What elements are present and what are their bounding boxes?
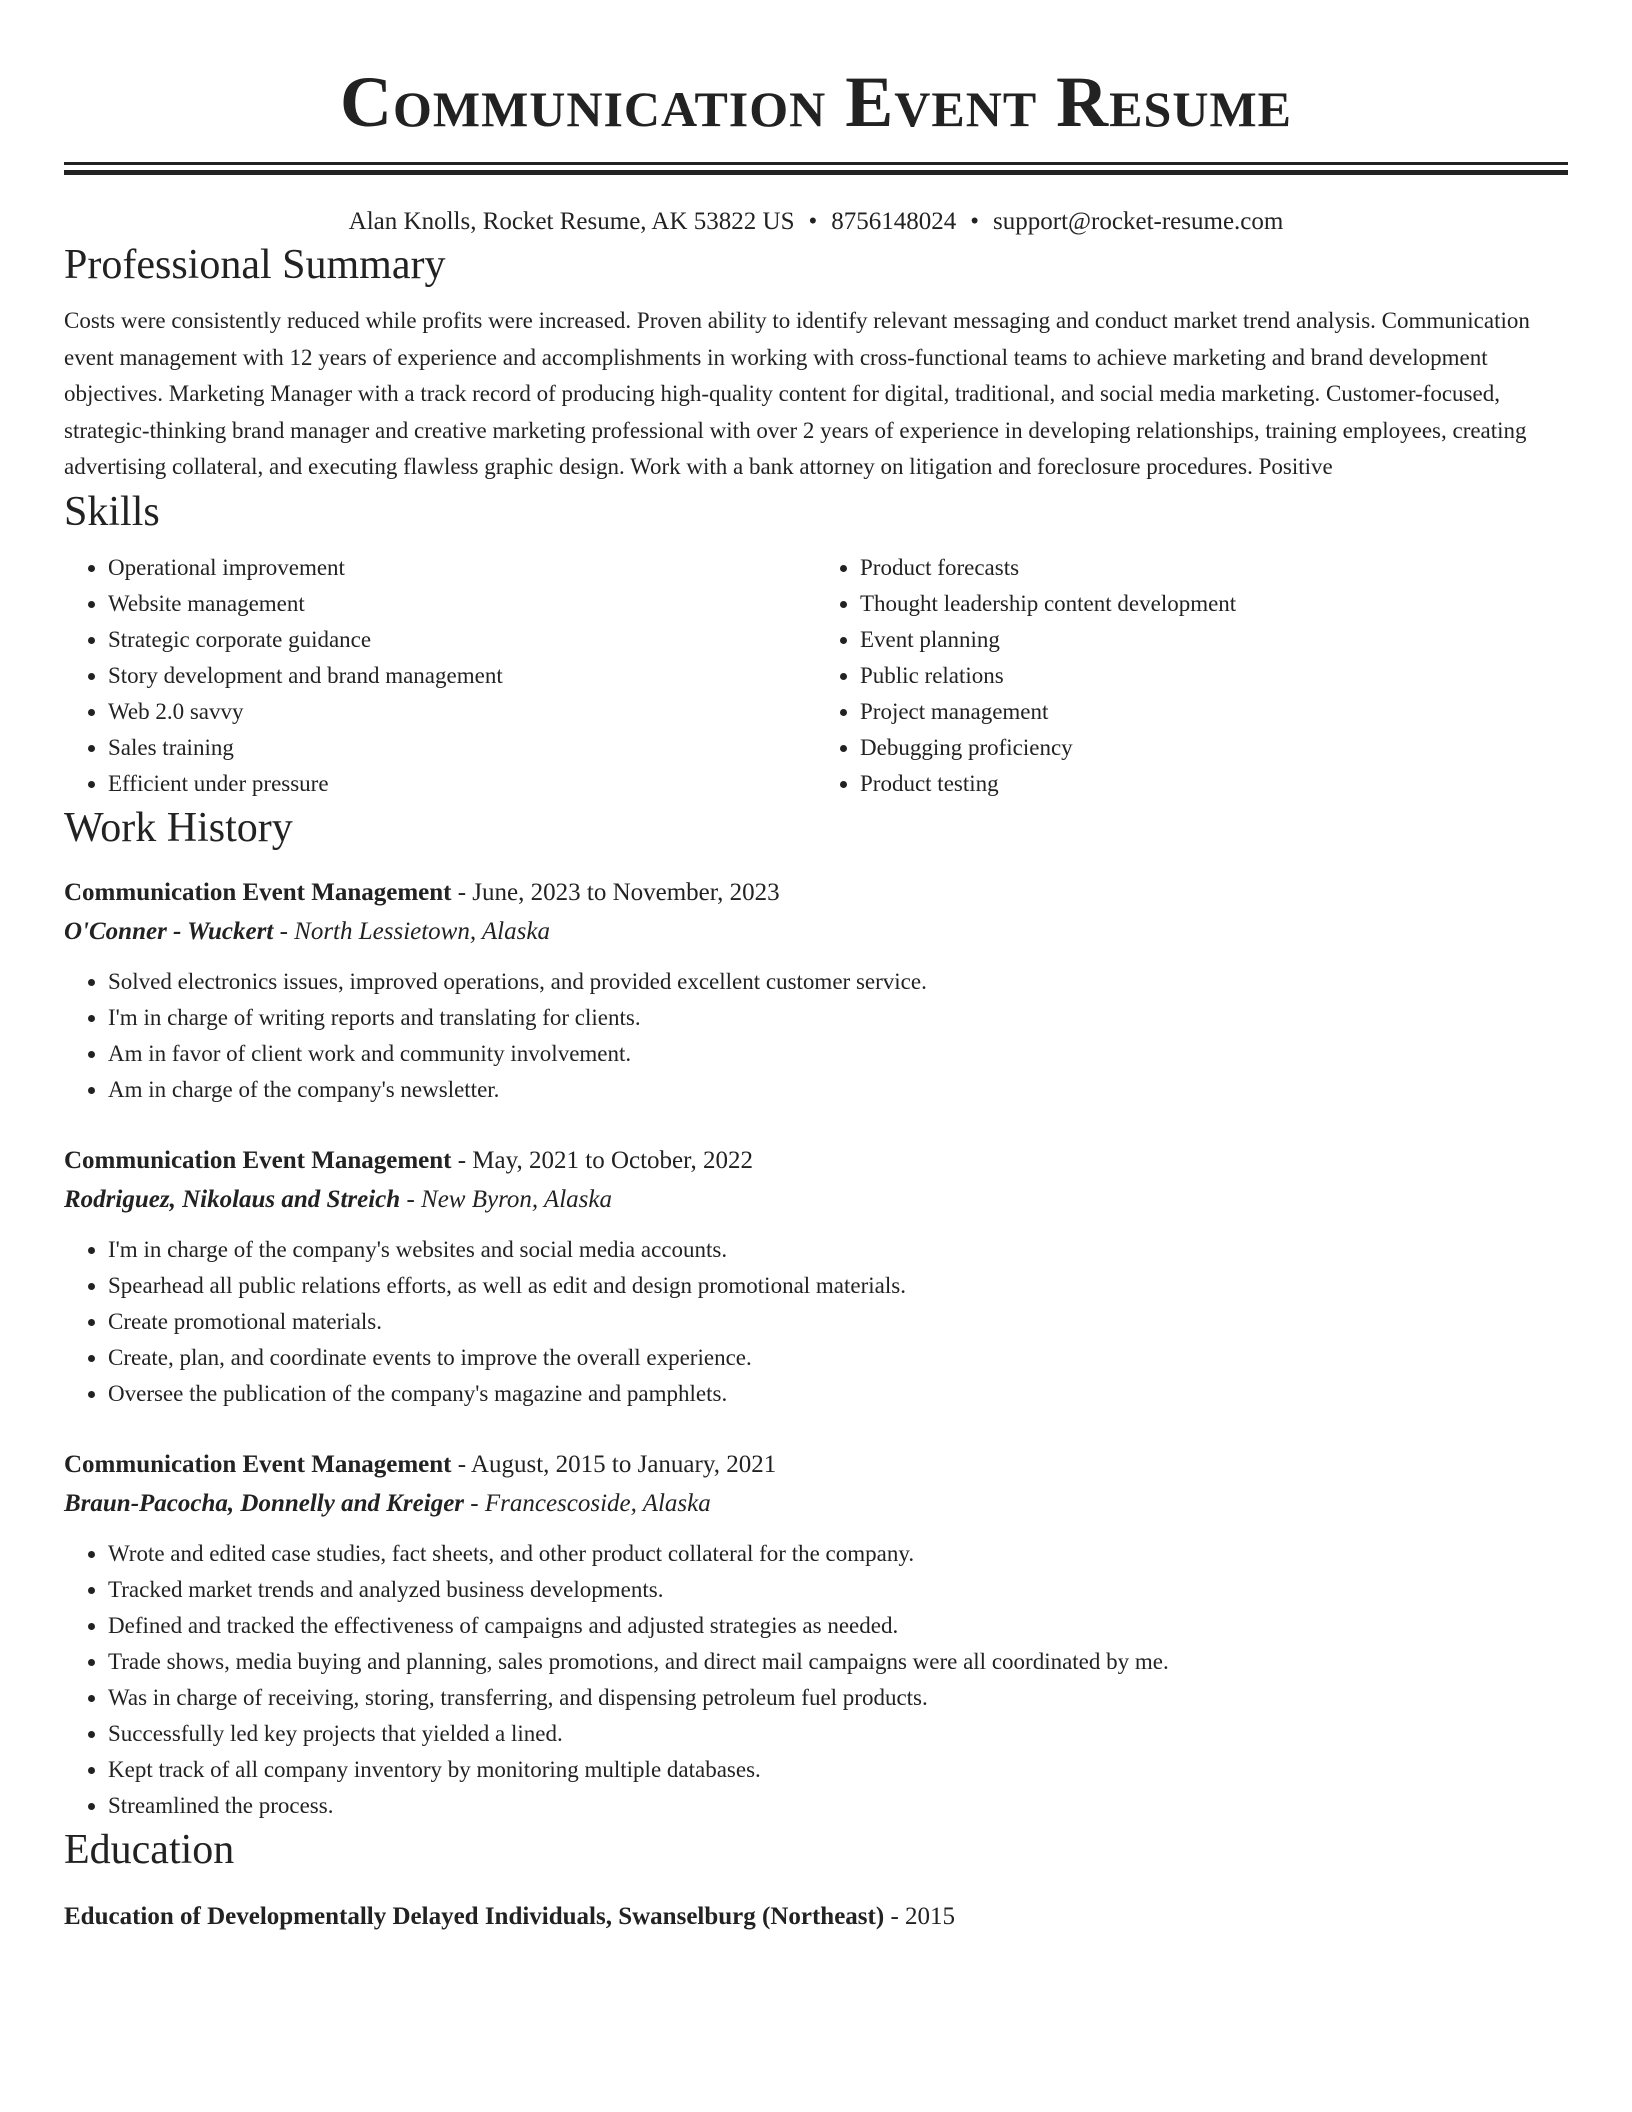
job-entry bbox=[64, 1446, 1568, 1824]
job-bullet: • Am in charge of the company's newsletter. bbox=[108, 1072, 1568, 1108]
skill-item: • Web 2.0 savvy bbox=[108, 694, 816, 730]
job-bullet: • Spearhead all public relations efforts, as well as edit and design promotional materials. bbox=[108, 1268, 1568, 1304]
job-bullets bbox=[64, 1536, 1568, 1824]
job-bullet: • I'm in charge of writing reports and translating for clients. bbox=[108, 1000, 1568, 1036]
job-bullets bbox=[64, 1232, 1568, 1412]
contact-line bbox=[64, 205, 1568, 239]
skill-item: • Thought leadership content development bbox=[860, 586, 1568, 622]
job-dates: - August, 2015 to January, 2021 bbox=[451, 1450, 777, 1478]
job-bullet: • Am in favor of client work and community involvement. bbox=[108, 1036, 1568, 1072]
skill-item: • Story development and brand management bbox=[108, 658, 816, 694]
summary-text: Costs were consistently reduced while profits were increased. Proven ability to identify relevant messaging and conduct market trend analysis. Communication event management with 12 years of experience and accomplishments in working with cross-functional teams to achieve marketing and brand development objectives. Marketing Manager with a track record of producing high-quality content for digital, traditional, and social media marketing. Customer-focused, strategic-thinking brand manager and creative marketing professional with over 2 years of experience in developing relationships, training employees, creating advertising collateral, and executing flawless graphic design. Work with a bank attorney on litigation and foreclosure procedures. Positive bbox=[64, 308, 1530, 480]
education-year: - 2015 bbox=[884, 1902, 956, 1930]
skill-item: • Project management bbox=[860, 694, 1568, 730]
skill-item: • Strategic corporate guidance bbox=[108, 622, 816, 658]
job-bullets bbox=[64, 964, 1568, 1108]
contact-separator: • bbox=[970, 208, 980, 235]
education-heading: Education bbox=[64, 1826, 235, 1873]
work-history-heading: Work History bbox=[64, 804, 293, 851]
job-bullet: • Solved electronics issues, improved operations, and provided excellent customer service. bbox=[108, 964, 1568, 1000]
skill-item: • Website management bbox=[108, 586, 816, 622]
education-entry bbox=[64, 1898, 1568, 1936]
skill-item: • Sales training bbox=[108, 730, 816, 766]
job-bullet: • Trade shows, media buying and planning, sales promotions, and direct mail campaigns were all coordinated by me. bbox=[108, 1644, 1568, 1680]
job-dates: - June, 2023 to November, 2023 bbox=[451, 878, 780, 906]
skill-item: • Product forecasts bbox=[860, 550, 1568, 586]
job-location: - New Byron, Alaska bbox=[400, 1185, 612, 1213]
job-position: Communication Event Management bbox=[64, 1450, 452, 1478]
job-bullet: • Oversee the publication of the company's magazine and pamphlets. bbox=[108, 1376, 1568, 1412]
contact-address: Alan Knolls, Rocket Resume, AK 53822 US bbox=[348, 208, 795, 235]
skill-item: • Debugging proficiency bbox=[860, 730, 1568, 766]
job-bullet: • Successfully led key projects that yielded a lined. bbox=[108, 1716, 1568, 1752]
job-bullet: • Create promotional materials. bbox=[108, 1304, 1568, 1340]
contact-phone: 8756148024 bbox=[831, 208, 957, 235]
job-bullet: • I'm in charge of the company's websites and social media accounts. bbox=[108, 1232, 1568, 1268]
job-location: - Francescoside, Alaska bbox=[464, 1489, 711, 1517]
resume-page bbox=[64, 0, 1568, 1936]
job-entry bbox=[64, 874, 1568, 1108]
skills-column-right bbox=[816, 550, 1568, 802]
job-title-line bbox=[64, 874, 1568, 912]
job-title-line bbox=[64, 1446, 1568, 1484]
job-company-line bbox=[64, 912, 1568, 952]
contact-email: support@rocket-resume.com bbox=[993, 208, 1284, 235]
skill-item: • Product testing bbox=[860, 766, 1568, 802]
job-company-line bbox=[64, 1484, 1568, 1524]
skill-item: • Event planning bbox=[860, 622, 1568, 658]
skill-item: • Operational improvement bbox=[108, 550, 816, 586]
contact-separator: • bbox=[808, 208, 818, 235]
page-title: Communication Event Resume bbox=[339, 62, 1292, 142]
summary-heading: Professional Summary bbox=[64, 242, 446, 288]
job-position: Communication Event Management bbox=[64, 878, 452, 906]
skill-item: • Efficient under pressure bbox=[108, 766, 816, 802]
job-location: - North Lessietown, Alaska bbox=[273, 917, 550, 945]
skills-heading: Skills bbox=[64, 488, 160, 535]
title-divider-top bbox=[64, 162, 1568, 165]
job-bullet: • Tracked market trends and analyzed business developments. bbox=[108, 1572, 1568, 1608]
skills-list bbox=[64, 550, 1568, 802]
job-company: Rodriguez, Nikolaus and Streich bbox=[64, 1185, 401, 1213]
job-dates: - May, 2021 to October, 2022 bbox=[451, 1146, 753, 1174]
education-degree: Education of Developmentally Delayed Individuals, Swanselburg (Northeast) bbox=[64, 1902, 885, 1930]
skills-column-left bbox=[64, 550, 816, 802]
job-bullet: • Was in charge of receiving, storing, transferring, and dispensing petroleum fuel products. bbox=[108, 1680, 1568, 1716]
job-bullet: • Create, plan, and coordinate events to improve the overall experience. bbox=[108, 1340, 1568, 1376]
job-title-line bbox=[64, 1142, 1568, 1180]
job-entry bbox=[64, 1142, 1568, 1412]
job-bullet: • Streamlined the process. bbox=[108, 1788, 1568, 1824]
job-bullet: • Wrote and edited case studies, fact sheets, and other product collateral for the company. bbox=[108, 1536, 1568, 1572]
skill-item: • Public relations bbox=[860, 658, 1568, 694]
job-bullet: • Kept track of all company inventory by monitoring multiple databases. bbox=[108, 1752, 1568, 1788]
title-divider-bottom bbox=[64, 170, 1568, 175]
job-bullet: • Defined and tracked the effectiveness of campaigns and adjusted strategies as needed. bbox=[108, 1608, 1568, 1644]
job-company: Braun-Pacocha, Donnelly and Kreiger bbox=[64, 1489, 465, 1517]
job-company-line bbox=[64, 1180, 1568, 1220]
job-position: Communication Event Management bbox=[64, 1146, 452, 1174]
job-company: O'Conner - Wuckert bbox=[64, 917, 274, 945]
